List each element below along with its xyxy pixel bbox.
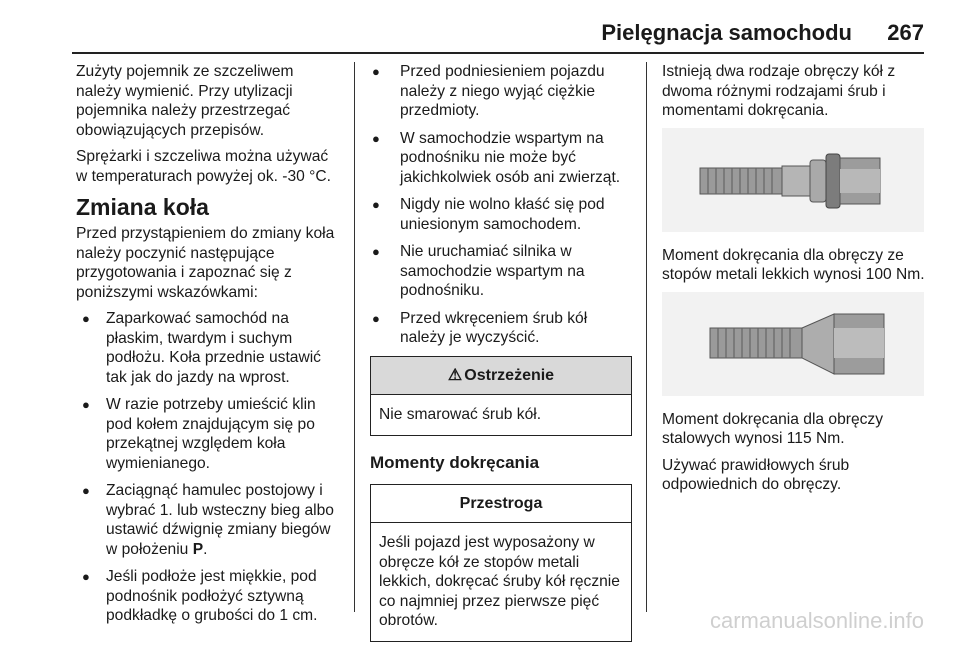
paragraph-use-correct-bolts: Używać prawidłowych śrub odpowiednich do obręczy. bbox=[662, 456, 850, 493]
section-title: Pielęgnacja samochodu bbox=[601, 20, 852, 45]
caution-box bbox=[370, 484, 632, 642]
paragraph-alloy-torque: Moment dokręcania dla obręczy ze stopów metali lekkich wynosi 100 Nm. bbox=[662, 246, 925, 283]
alloy-wheel-bolt-illustration bbox=[662, 128, 924, 232]
list-item: ● Nigdy nie wolno kłaść się pod uniesionym samochodem. bbox=[370, 195, 632, 234]
warning-box-header bbox=[371, 357, 631, 396]
column-3 bbox=[662, 62, 928, 502]
column-2 bbox=[370, 62, 632, 658]
column-divider-2 bbox=[646, 62, 647, 612]
list-item bbox=[76, 481, 342, 559]
watermark: carmanualsonline.info bbox=[709, 608, 924, 633]
list-item: ● Przed podniesieniem pojazdu należy z niego wyjąć ciężkie przedmioty. bbox=[370, 62, 632, 121]
paragraph-bolt-types: Istnieją dwa rodzaje obręczy kół z dwoma różnymi rodzajami śrub i momentami dokręcania. bbox=[662, 63, 896, 119]
list-item: ● Nie uruchamiać silnika w samochodzie wspartym na podnośniku. bbox=[370, 242, 632, 301]
alloy-bolt-icon bbox=[662, 128, 924, 232]
page-number: 267 bbox=[887, 20, 924, 45]
steel-bolt-icon bbox=[662, 292, 924, 396]
heading-torque: Momenty dokręcania bbox=[370, 452, 540, 472]
safety-list bbox=[370, 62, 632, 348]
list-item-end: . bbox=[203, 540, 208, 558]
list-item: ● Przed wkręceniem śrub kół należy je wyczyścić. bbox=[370, 309, 632, 348]
warning-box bbox=[370, 356, 632, 436]
paragraph-temperature: Sprężarki i szczeliwa można używać w temperaturach powyżej ok. -30 °C. bbox=[76, 148, 331, 185]
warning-icon: ⚠ bbox=[447, 366, 463, 384]
list-item-text: Zaciągnąć hamulec postojowy i wybrać 1. lub wsteczny bieg albo ustawić dźwignię zmiany biegów w położeniu bbox=[106, 482, 334, 558]
steel-wheel-bolt-illustration bbox=[662, 292, 924, 396]
wheel-change-list bbox=[76, 309, 342, 626]
column-1 bbox=[76, 62, 342, 634]
heading-wheel-change: Zmiana koła bbox=[76, 194, 209, 220]
warning-text: Nie smarować śrub kół. bbox=[379, 406, 542, 423]
paragraph-container-disposal: Zużyty pojemnik ze szczeliwem należy wymienić. Przy utylizacji pojemnika należy przestrzegać obowiązujących przepisów. bbox=[76, 63, 294, 139]
paragraph-steel-torque: Moment dokręcania dla obręczy stalowych wynosi 115 Nm. bbox=[662, 410, 884, 447]
header-rule bbox=[72, 52, 924, 54]
list-item: ● Jeśli podłoże jest miękkie, pod podnośnik podłożyć sztywną podkładkę o grubości do 1 cm. bbox=[76, 567, 342, 626]
column-divider-1 bbox=[354, 62, 355, 612]
gear-position-p: P bbox=[192, 540, 204, 558]
paragraph-wheel-change-intro: Przed przystąpieniem do zmiany koła należy poczynić następujące przygotowania i zapoznać się z poniższymi wskazówkami: bbox=[76, 225, 335, 301]
list-item: ● Zaparkować samochód na płaskim, twardym i suchym podłożu. Koła przednie ustawić tak jak do jazdy na wprost. bbox=[76, 309, 342, 387]
list-item: ● W razie potrzeby umieścić klin pod kołem znajdującym się po przekątnej względem koła wymienianego. bbox=[76, 395, 342, 473]
caution-text: Jeśli pojazd jest wyposażony w obręcze kół ze stopów metali lekkich, dokręcać śruby kół ręcznie co najmniej przez pierwsze pięć obrotów. bbox=[379, 534, 620, 629]
list-item: ● W samochodzie wspartym na podnośniku nie może być jakichkolwiek osób ani zwierząt. bbox=[370, 129, 632, 188]
warning-title: Ostrzeżenie bbox=[464, 366, 555, 384]
page-header bbox=[0, 0, 960, 52]
caution-title: Przestroga bbox=[371, 485, 631, 524]
